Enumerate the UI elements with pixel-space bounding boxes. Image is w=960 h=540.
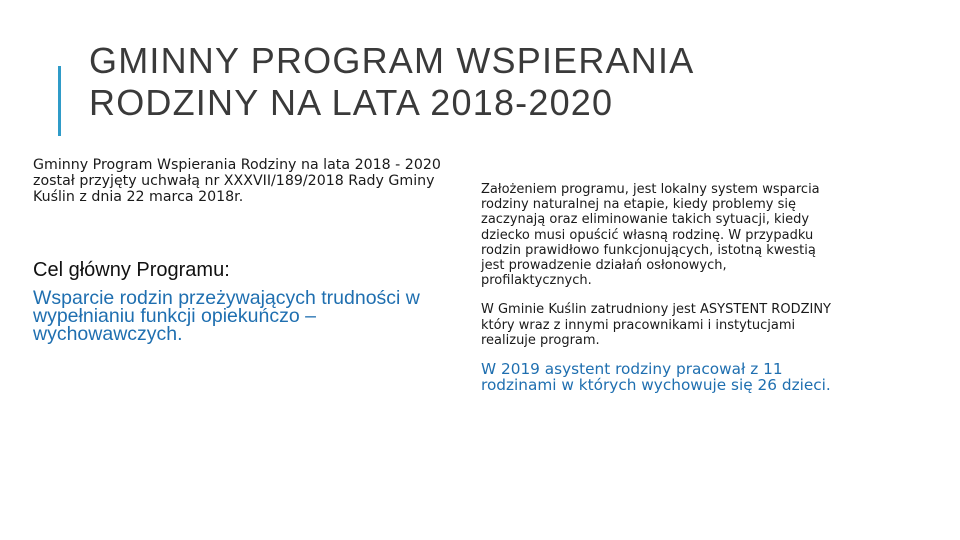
main-goal-text: Wsparcie rodzin przeżywających trudności w wypełnianiu funkcji opiekuńczo – wychowawczych.: [33, 287, 420, 345]
program-intro-text: Gminny Program Wspierania Rodziny na lata 2018 - 2020 został przyjęty uchwałą nr XXXVII/189/2018 Rady Gminy Kuślin z dnia 22 marca 2018r.: [33, 157, 441, 205]
title-accent-bar: [58, 66, 61, 136]
slide-title-line-1: GMINNY PROGRAM WSPIERANIA: [89, 40, 695, 81]
slide-title: [89, 40, 869, 124]
slide-title-line-2: RODZINY NA LATA 2018-2020: [89, 82, 614, 123]
family-assistant-paragraph: W Gminie Kuślin zatrudniony jest ASYSTENT RODZINY który wraz z innymi pracownikami i instytucjami realizuje program.: [481, 302, 831, 348]
main-goal-heading: Cel główny Programu:: [33, 259, 230, 281]
program-assumption-paragraph: Założeniem programu, jest lokalny system wsparcia rodziny naturalnej na etapie, kiedy problemy się zaczynają oraz eliminowanie takich sytuacji, kiedy dziecko musi opuścić własną rodzinę. W przypadku rodzin prawidłowo funkcjonujących, istotną kwestią jest prowadzenie działań osłonowych, profilaktycznych.: [481, 182, 820, 289]
right-column: [481, 182, 841, 393]
statistics-2019-paragraph: W 2019 asystent rodziny pracował z 11 rodzinami w których wychowuje się 26 dzieci.: [481, 360, 831, 395]
